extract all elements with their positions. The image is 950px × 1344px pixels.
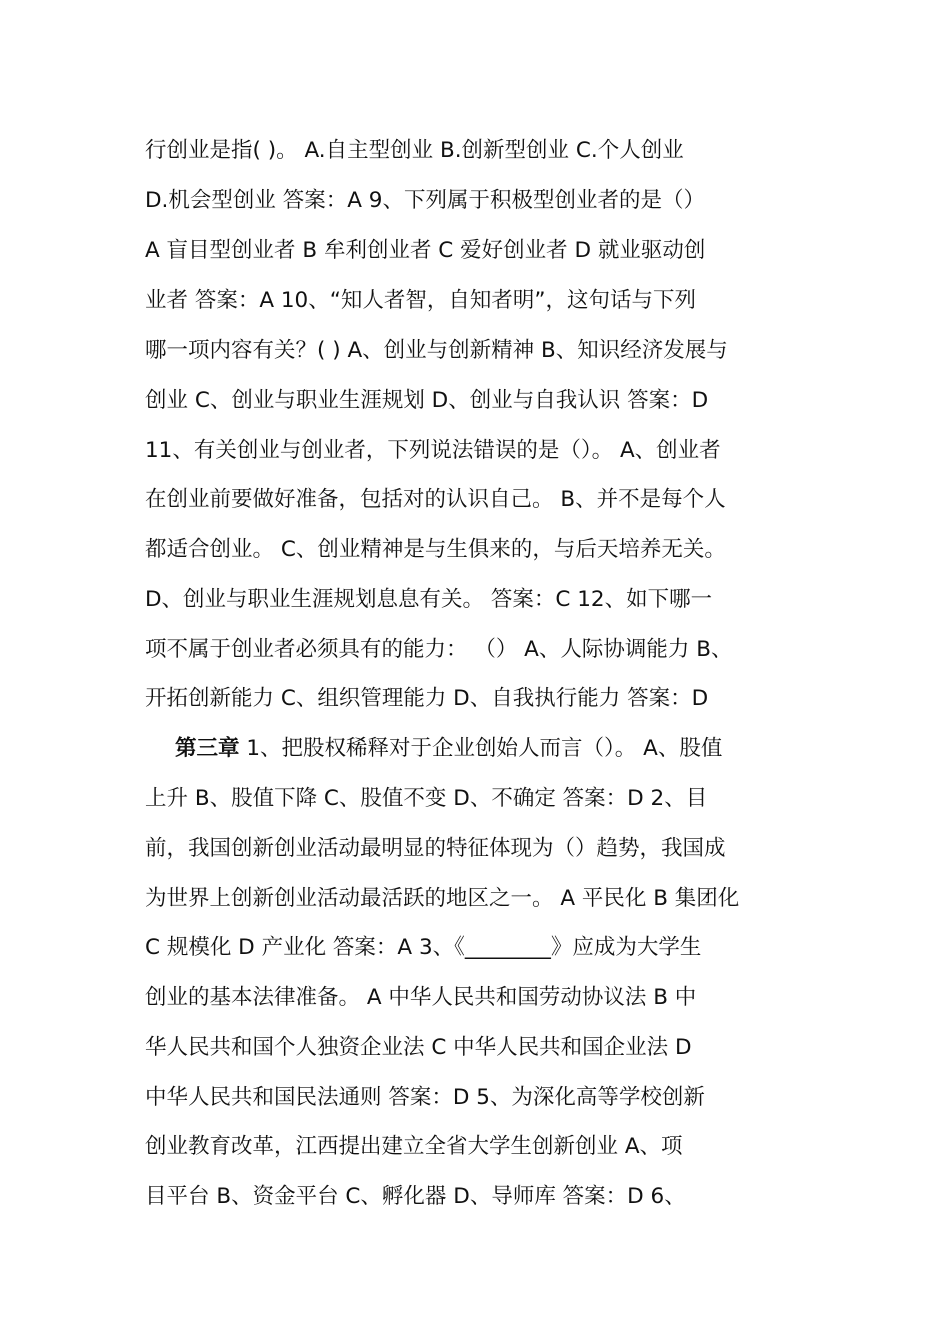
text-line: A 盲目型创业者 B 牟利创业者 C 爱好创业者 D 就业驱动创	[145, 238, 706, 263]
text-line: 创业教育改革，江西提出建立全省大学生创新创业 A、项	[145, 1134, 683, 1159]
text-line: 项不属于创业者必须具有的能力： （） A、人际协调能力 B、	[145, 637, 733, 662]
text-line: 创业 C、创业与职业生涯规划 D、创业与自我认识 答案：D	[145, 388, 709, 413]
text-line: 业者 答案：A 10、“知人者智，自知者明”，这句话与下列	[145, 288, 697, 313]
text-line: 创业的基本法律准备。 A 中华人民共和国劳动协议法 B 中	[145, 985, 697, 1010]
text-line: 上升 B、股值下降 C、股值不变 D、不确定 答案：D 2、目	[145, 786, 708, 811]
text-line: D.机会型创业 答案：A 9、下列属于积极型创业者的是（）	[145, 188, 705, 213]
text-line: 11、有关创业与创业者，下列说法错误的是（）。 A、创业者	[145, 438, 721, 463]
chapter-heading: 第三章	[175, 736, 240, 761]
chapter-first-line	[175, 731, 808, 767]
text-line: D、创业与职业生涯规划息息有关。 答案：C 12、如下哪一	[145, 587, 713, 612]
text-line: 都适合创业。 C、创业精神是与生俱来的，与后天培养无关。	[145, 537, 726, 562]
text-line: 哪一项内容有关？( ) A、创业与创新精神 B、知识经济发展与	[145, 338, 728, 363]
text-line: 华人民共和国个人独资企业法 C 中华人民共和国企业法 D	[145, 1035, 692, 1060]
text-line: 开拓创新能力 C、组织管理能力 D、自我执行能力 答案：D	[145, 686, 709, 711]
text-line: 在创业前要做好准备，包括对的认识自己。 B、并不是每个人	[145, 487, 726, 512]
text-line: 中华人民共和国民法通则 答案：D 5、为深化高等学校创新	[145, 1085, 705, 1110]
chapter-first-line-text: 1、把股权稀释对于企业创始人而言（）。 A、股值	[239, 736, 723, 761]
text-line: 行创业是指( )。 A.自主型创业 B.创新型创业 C.个人创业	[145, 138, 684, 163]
text-line: 为世界上创新创业活动最活跃的地区之一。 A 平民化 B 集团化	[145, 886, 740, 911]
text-line: 前，我国创新创业活动最明显的特征体现为（）趋势，我国成	[145, 836, 726, 861]
text-line: C 规模化 D 产业化 答案：A 3、《________》应成为大学生	[145, 935, 702, 960]
text-line: 目平台 B、资金平台 C、孵化器 D、导师库 答案：D 6、	[145, 1184, 686, 1209]
